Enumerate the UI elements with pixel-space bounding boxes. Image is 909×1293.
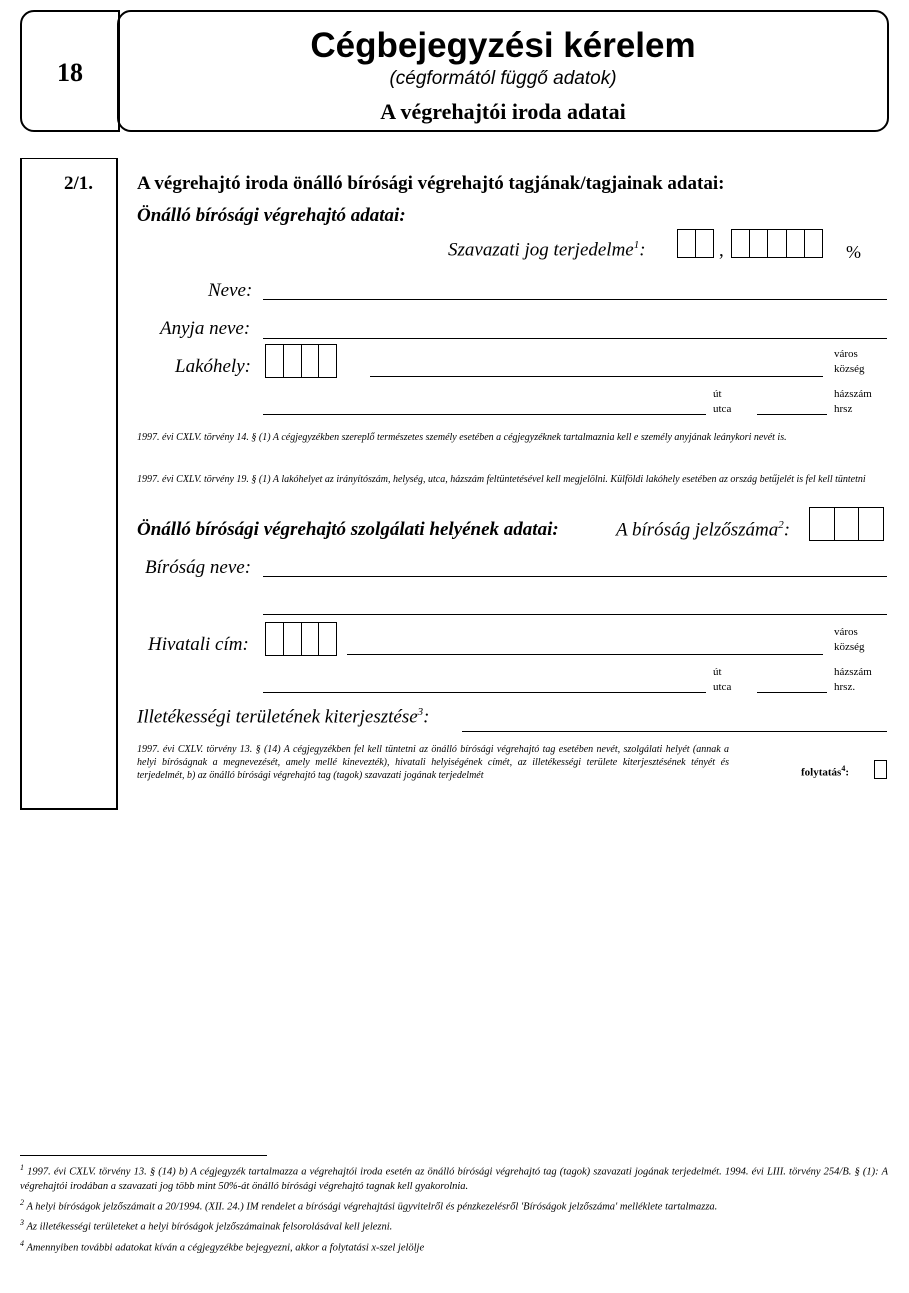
city-label	[834, 348, 865, 376]
continue-label-text: folytatás	[801, 766, 842, 779]
section-title: A végrehajtói iroda adatai	[380, 99, 626, 124]
jurisdiction-field[interactable]	[462, 731, 887, 732]
court-name-label: Bíróság neve:	[145, 557, 252, 578]
street-label-2: utca	[713, 403, 732, 415]
section-heading: A végrehajtó iroda önálló bírósági végrehajtó tagjának/tagjainak adatai:	[137, 173, 725, 194]
court-code-label: A bíróság jelzőszáma$^2$:	[616, 519, 791, 541]
footnote-3-num: 3	[20, 1218, 24, 1227]
page-title: Cégbejegyzési kérelem	[310, 26, 696, 65]
voting-integer-field[interactable]	[677, 229, 714, 258]
mother-name-label: Anyja neve:	[160, 318, 251, 339]
footnote-2-num: 2	[20, 1197, 24, 1207]
sub-heading: Önálló bírósági végrehajtó adatai:	[137, 205, 406, 226]
footnote-1	[20, 1161, 888, 1194]
footnote-4-text: Amennyiben további adatokat kíván a cégjegyzékbe bejegyezni, akkor a folytatási x-szel jelölje	[26, 1242, 425, 1253]
note-1: 1997. évi CXLV. törvény 14. § (1) A cégjegyzékben szereplő természetes személy esetében a cégjegyzéknek tartalmaznia kell e személy anyjának leánykori nevét is.	[137, 432, 787, 443]
residence-city-field[interactable]	[370, 376, 823, 377]
house2-label	[834, 666, 872, 694]
residence-zip-field[interactable]	[265, 344, 337, 378]
footnote-1-num: 1	[20, 1163, 24, 1172]
footnote-3	[20, 1216, 888, 1235]
jurisdiction-label: Illetékességi területének kiterjesztése$^3$:	[137, 706, 430, 728]
house-label	[834, 388, 872, 416]
voting-decimal-field[interactable]	[731, 229, 823, 258]
court-code-field[interactable]	[809, 507, 884, 541]
note-3: 1997. évi CXLV. törvény 13. § (14) A cégjegyzékben fel kell tüntetni az önálló bírósági végrehajtó tag esetében nevét, szolgálati helyét (annak a helyi bíróságnak a megnevezését, amely mellé kinevezték), hivatali helyiségének címét, az illetékességi területe kiterjesztésének tényét és terjedelmét, b) az önálló bírósági végrehajtó tag (tagok) szavazati jogának terjedelmét	[137, 744, 729, 781]
residence-label: Lakóhely:	[175, 356, 251, 377]
house2-label-1: házszám	[834, 666, 872, 678]
footnote-4-num: 4	[20, 1238, 24, 1248]
continue-sup: 4	[841, 764, 846, 773]
house2-label-2: hrsz.	[834, 681, 856, 693]
street2-label	[713, 666, 731, 694]
court-code-sup: 2	[778, 519, 784, 531]
footnotes	[20, 1161, 888, 1255]
city-label-1: város	[834, 348, 858, 360]
office-city-field[interactable]	[347, 654, 823, 655]
city2-label-2: község	[834, 641, 865, 653]
city2-label	[834, 626, 865, 654]
residence-house-field[interactable]	[757, 414, 827, 415]
house-label-2: hrsz	[834, 403, 853, 415]
street-label-1: út	[713, 388, 722, 400]
footnote-2	[20, 1196, 888, 1215]
footnote-divider	[20, 1155, 267, 1156]
house-label-1: házszám	[834, 388, 872, 400]
street2-label-1: út	[713, 666, 722, 678]
name-label: Neve:	[208, 280, 253, 301]
page-subtitle: (cégformától függő adatok)	[389, 68, 617, 89]
residence-street-field[interactable]	[263, 414, 706, 415]
city-label-2: község	[834, 363, 865, 375]
footnote-1-text: 1997. évi CXLV. törvény 13. § (14) b) A cégjegyzék tartalmazza a végrehajtói iroda esetén az önálló bírósági végrehajtó tag (tagok) szavazati jogának terjedelmét. 1994. évi LIII. törvény 254/B. § (1): A végrehajtói irodában a szavazati jog több mint 50%-át önálló bírósági végrehajtó tagnak kell gyakorolnia.	[20, 1166, 888, 1192]
continue-checkbox[interactable]	[874, 760, 887, 779]
jurisdiction-label-text: Illetékességi területének kiterjesztése	[137, 706, 418, 728]
city2-label-1: város	[834, 626, 858, 638]
footnote-4	[20, 1237, 888, 1256]
section-number-box	[20, 158, 118, 810]
form-number: 18	[57, 58, 83, 87]
section-number: 2/1.	[64, 173, 94, 194]
voting-sup: 1	[633, 239, 640, 251]
street2-label-2: utca	[713, 681, 732, 693]
percent-sign: %	[846, 242, 861, 262]
street-label	[713, 388, 731, 416]
continue-label: folytatás$^4$:	[801, 764, 849, 779]
footnote-3-text: Az illetékességi területeket a helyi bíróságok jelzőszámainak felsorolásával kell jelezni.	[26, 1221, 393, 1233]
service-heading: Önálló bírósági végrehajtó szolgálati helyének adatai:	[137, 519, 559, 540]
jurisdiction-sup: 3	[417, 706, 424, 718]
court-name-field-2[interactable]	[263, 614, 887, 615]
footnote-2-text: A helyi bíróságok jelzőszámait a 20/1994. (XII. 24.) IM rendelet a bírósági végrehajtási ügyvitelről és pénzkezelésről 'Bíróságok jelzőszáma' melléklete tartalmazza.	[26, 1201, 718, 1212]
office-street-field[interactable]	[263, 692, 706, 693]
court-code-label-text: A bíróság jelzőszáma	[616, 519, 779, 541]
name-field[interactable]	[263, 299, 887, 300]
office-house-field[interactable]	[757, 692, 827, 693]
voting-separator: ,	[719, 240, 724, 261]
court-name-field[interactable]	[263, 576, 887, 577]
voting-label: Szavazati jog terjedelme$^1$:	[448, 239, 646, 261]
voting-label-text: Szavazati jog terjedelme	[448, 239, 634, 261]
mother-name-field[interactable]	[263, 338, 887, 339]
office-zip-field[interactable]	[265, 622, 337, 656]
office-label: Hivatali cím:	[148, 634, 249, 655]
note-2: 1997. évi CXLV. törvény 19. § (1) A lakóhelyet az irányítószám, helység, utca, házszám feltüntetésével kell megjelölni. Külföldi lakóhely esetében az ország betűjelét is fel kell tüntetni	[137, 474, 866, 485]
